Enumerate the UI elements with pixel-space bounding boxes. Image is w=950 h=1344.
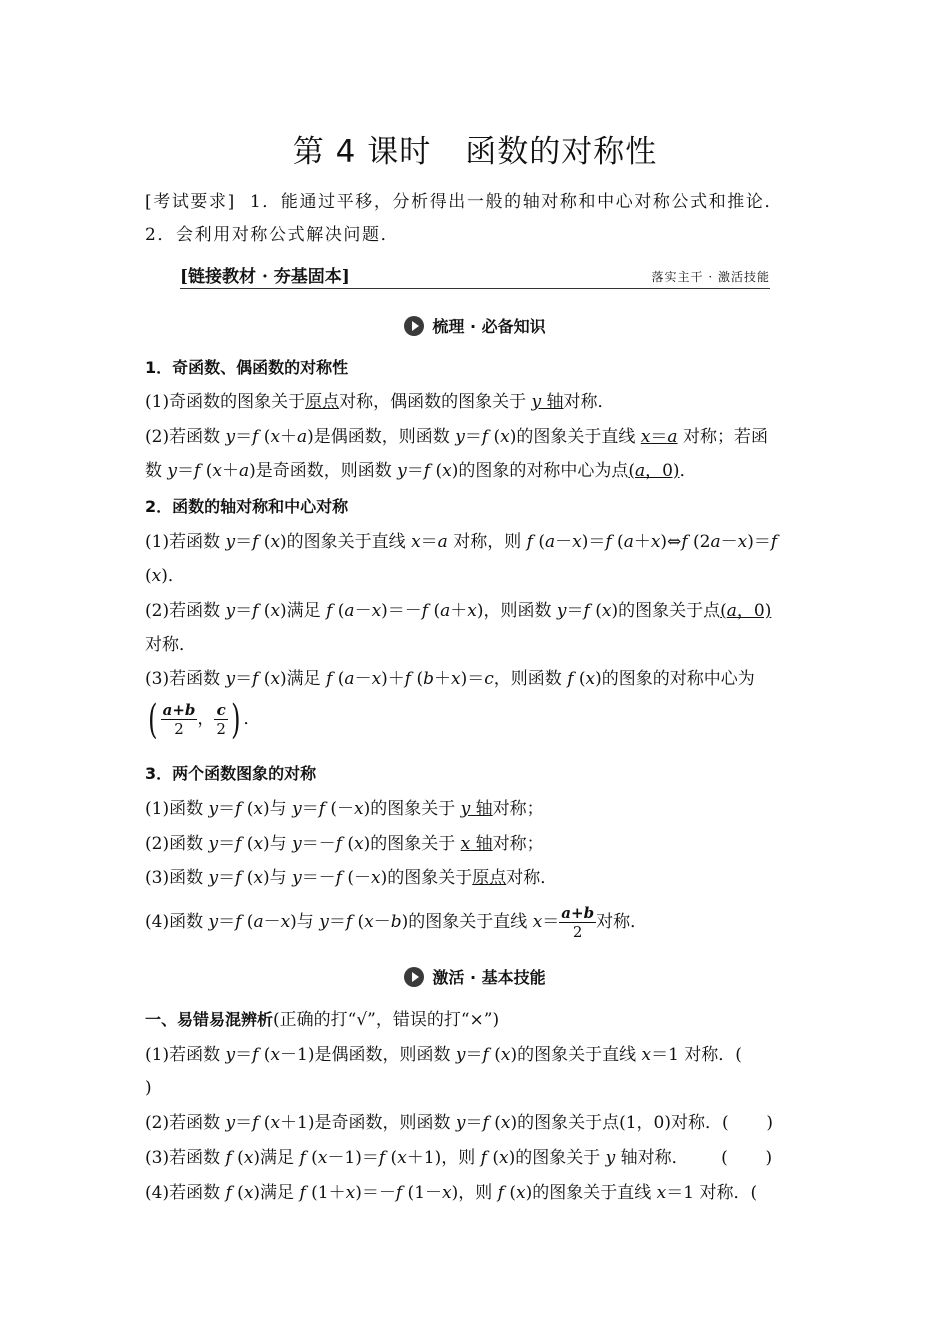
fraction-axis: $\frac{a+b}{2}$ [561,904,595,941]
subheading-2: 2．函数的轴对称和中心对称 [145,497,349,516]
item-3-1: (1)函数 y＝f (x)与 y＝f (－x)的图象关于 y 轴对称； [145,799,544,819]
play-circle-icon [404,316,424,336]
question-3: (3)若函数 f (x)满足 f (x－1)＝f (x＋1)，则 f (x)的图象关于 y 轴对称． ( ) [145,1148,773,1168]
question-1-line-2: ) [145,1078,152,1098]
banner-title: [链接教材 · 夯基固本] [180,267,350,287]
question-1-line-1: (1)若函数 y＝f (x－1)是偶函数，则函数 y＝f (x)的图象关于直线 x＝1 对称．( [145,1045,742,1065]
practice-note: (正确的打“√”，错误的打“×”) [273,1010,500,1030]
practice-heading: 一、易错易混辨析 [145,1010,274,1029]
play-circle-icon [404,967,424,987]
subheading-1: 1．奇函数、偶函数的对称性 [145,358,349,377]
fraction-a-plus-b-over-2: $\frac{a+b}{2}$ [162,701,196,738]
item-2-2-line-1: (2)若函数 y＝f (x)满足 f (a－x)＝－f (a＋x)，则函数 y＝f (x)的图象关于点(a，0) [145,601,772,621]
item-2-3-line-2: ( $\frac{a+b}{2}$ ， $\frac{c}{2}$ ) ． [148,696,261,743]
section-heading-1 [0,314,950,337]
requirements-tag: [考试要求] [145,192,236,212]
requirements-line-2: 2．会利用对称公式解决问题． [145,225,400,245]
banner-subtitle: 落实主干 · 激活技能 [651,270,770,284]
subheading-3: 3．两个函数图象的对称 [145,764,317,783]
section-heading-2 [0,965,950,988]
practice-heading-line [145,1007,810,1033]
item-2-1-line-2: (x)． [145,566,185,586]
item-2-3-line-1: (3)若函数 y＝f (x)满足 f (a－x)＋f (b＋x)＝c，则函数 f (x)的图象的对称中心为 [145,669,755,689]
item-3-4: (4)函数 y＝f (a－x)与 y＝f (x－b)的图象关于直线 x＝ $\frac{a+b}{2}$ 对称． [145,904,648,941]
title-topic: 函数的对称性 [465,134,658,170]
fraction-c-over-2: $\frac{c}{2}$ [216,701,226,738]
item-1-2-line-2: 数 y＝f (x＋a)是奇函数，则函数 y＝f (x)的图象的对称中心为点(a，0)． [145,461,697,481]
question-2: (2)若函数 y＝f (x＋1)是奇函数，则函数 y＝f (x)的图象关于点(1，0)对称．( ) [145,1113,774,1133]
section-banner [180,262,770,289]
item-1-2-line-1: (2)若函数 y＝f (x＋a)是偶函数，则函数 y＝f (x)的图象关于直线 x＝a 对称；若函 [145,427,768,447]
requirements-line-1 [145,189,810,215]
section-heading-1-text: 梳理 · 必备知识 [432,317,546,336]
item-1-1: (1)奇函数的图象关于原点对称，偶函数的图象关于 y 轴对称． [145,392,615,412]
item-3-3: (3)函数 y＝f (x)与 y＝－f (－x)的图象关于原点对称． [145,868,558,888]
page-title [0,126,950,171]
requirements-text-1: 1．能通过平移，分析得出一般的轴对称和中心对称公式和推论． [249,192,784,212]
item-2-2-line-2: 对称． [145,635,196,655]
section-heading-2-text: 激活 · 基本技能 [432,968,546,987]
question-4: (4)若函数 f (x)满足 f (1＋x)＝－f (1－x)，则 f (x)的图象关于直线 x＝1 对称．( [145,1183,758,1203]
title-lesson: 第 4 课时 [292,134,432,170]
item-2-1-line-1: (1)若函数 y＝f (x)的图象关于直线 x＝a 对称，则 f (a－x)＝f (a＋x)⇔f (2a－x)＝f [145,532,778,552]
item-3-2: (2)函数 y＝f (x)与 y＝－f (x)的图象关于 x 轴对称； [145,834,544,854]
